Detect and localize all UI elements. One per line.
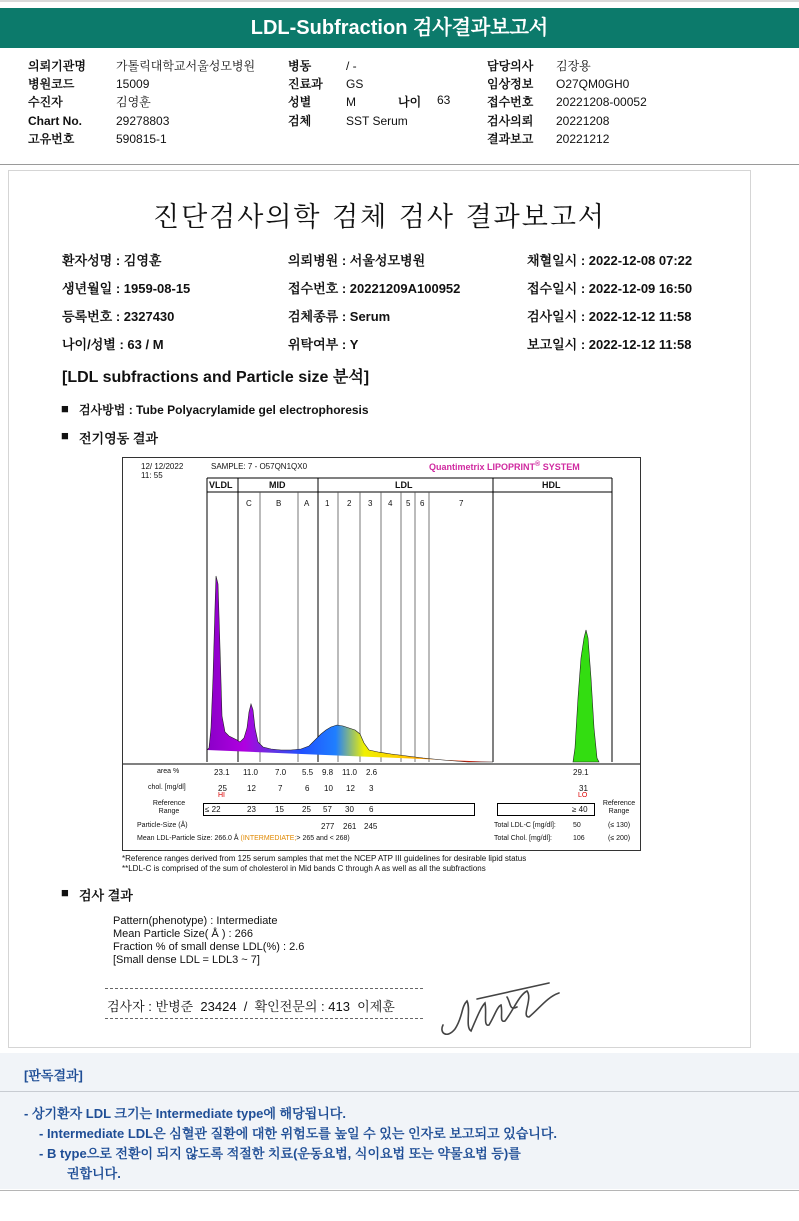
electro-title: 전기영동 결과 [79, 431, 158, 446]
header-value: 15009 [116, 77, 150, 92]
info-collection-time: 채혈일시 : 2022-12-08 07:22 [527, 253, 693, 268]
result-line: Mean Particle Size( Å ) : 266 [113, 928, 254, 940]
report-title: 진단검사의학 검체 검사 결과보고서 [153, 202, 606, 233]
brand-name: Quantimetrix LIPOPRINT [429, 462, 536, 472]
area-row-label: area % [157, 768, 180, 775]
header-col2-labels [288, 57, 323, 130]
ref-label-line: Reference [602, 800, 636, 807]
footnote: **LDL-C is comprised of the sum of cholesterol in Mid bands C through A as well as all the subfractions [122, 864, 486, 873]
ref-value: 6 [369, 805, 374, 814]
result-title: 검사 결과 [79, 888, 133, 903]
signature-top-line [105, 988, 423, 989]
bottom-border [0, 1190, 799, 1191]
interpretation-line: - B type으로 전환이 되지 않도록 적절한 치료(운동요법, 식이요법 또는 약물요법 등)를 [39, 1146, 521, 1161]
interpretation-area [0, 1053, 799, 1189]
area-value: 7.0 [275, 768, 287, 777]
result-line: Pattern(phenotype) : Intermediate [113, 915, 278, 927]
footnote: *Reference ranges derived from 125 serum samples that met the NCEP ATP III guidelines for desirable lipid status [122, 854, 527, 863]
ref-value: 57 [323, 805, 332, 814]
chart-time: 11: 55 [141, 471, 163, 480]
ref-label-line: Range [608, 808, 630, 815]
area-value: 5.5 [302, 768, 314, 777]
particle-label: Particle-Size (Å) [137, 822, 188, 829]
chol-value: 10 [324, 784, 333, 793]
header-label: 고유번호 [28, 131, 75, 146]
chart-datetime [141, 462, 183, 480]
header-label: 병원코드 [28, 77, 75, 92]
info-specimen: 검체종류 : Serum [288, 309, 391, 324]
header-label: 검체 [288, 113, 312, 128]
area-value: 2.6 [366, 768, 378, 777]
particle-value: 245 [364, 822, 378, 831]
band-label-4: 4 [388, 499, 393, 508]
header-value: 20221212 [556, 131, 610, 146]
lo-flag: LO [578, 792, 588, 799]
ref-value: 15 [275, 805, 284, 814]
mean-value: 266.0 Å [214, 835, 239, 842]
electro-bullet: ■ [61, 428, 69, 443]
chart-sample: SAMPLE: 7 - O57QN1QX0 [211, 462, 308, 471]
header-col3-labels [487, 57, 533, 148]
ref-row-label [149, 800, 189, 816]
header-value: O27QM0GH0 [556, 77, 630, 92]
section-title: [LDL subfractions and Particle size 분석] [62, 369, 370, 386]
total-chol-label: Total Chol. [mg/dl]: [494, 835, 552, 842]
header-label: 결과보고 [487, 131, 534, 146]
total-chol-value: 106 [573, 835, 585, 842]
band-label-a: A [304, 499, 310, 508]
chart-brand [429, 461, 580, 472]
chart-date: 12/ 12/2022 [141, 462, 184, 471]
hi-flag: HI [218, 792, 225, 799]
report-panel [8, 170, 751, 1048]
chol-value: 12 [346, 784, 355, 793]
header-divider [0, 164, 799, 165]
signature-bottom-line [105, 1018, 423, 1019]
band-dividers [260, 492, 429, 762]
header-col1-values [116, 57, 255, 148]
band-label-3: 3 [368, 499, 373, 508]
header-label: 성별 [288, 95, 312, 110]
page-title: LDL-Subfraction 검사결과보고서 [0, 8, 799, 48]
ref-box-ldl [203, 803, 475, 816]
header-value: 김영훈 [116, 95, 151, 110]
band-label-b: B [276, 499, 282, 508]
ref-value: 25 [302, 805, 311, 814]
info-receipt-number: 접수번호 : 20221209A100952 [288, 281, 461, 296]
signature-text: 검사자 : 반병준 23424 / 확인전문의 : 413 이제훈 [107, 999, 395, 1014]
ref-value-hdl: ≥ 40 [572, 805, 588, 814]
header-value: 29278803 [116, 113, 170, 128]
group-label-hdl: HDL [542, 480, 561, 490]
band-label-6: 6 [420, 499, 425, 508]
header-label: 임상정보 [487, 77, 534, 92]
result-line: [Small dense LDL = LDL3 ~ 7] [113, 954, 260, 966]
info-hospital: 의뢰병원 : 서울성모병원 [288, 253, 426, 268]
band-label-7: 7 [459, 499, 464, 508]
mean-label: Mean LDL-Particle Size: [137, 835, 213, 842]
header-age-label: 나이 [398, 95, 422, 109]
mean-tail: > 265 and < 268) [296, 835, 350, 842]
result-line: Fraction % of small dense LDL(%) : 2.6 [113, 941, 305, 953]
total-ldl-ref: (≤ 130) [608, 822, 631, 829]
header-col3-values [556, 57, 647, 148]
header-value: 가톨릭대학교서울성모병원 [116, 59, 256, 73]
interpretation-head: [판독결과] [24, 1068, 83, 1083]
particle-value: 261 [343, 822, 357, 831]
band-label-1: 1 [325, 499, 330, 508]
chol-value: 12 [247, 784, 256, 793]
ref-label-line: Range [158, 808, 180, 815]
header-value: M [346, 95, 356, 110]
particle-value: 277 [321, 822, 335, 831]
electrophoresis-chart [122, 457, 641, 851]
ref-label-line: Reference [152, 800, 186, 807]
band-label-5: 5 [406, 499, 411, 508]
group-label-mid: MID [269, 480, 286, 490]
header-label: 수진자 [28, 95, 63, 110]
info-test-time: 검사일시 : 2022-12-12 11:58 [527, 309, 692, 324]
info-consignment: 위탁여부 : Y [288, 337, 359, 352]
method-bullet: ■ [61, 401, 69, 416]
info-age-sex: 나이/성별 : 63 / M [62, 337, 164, 352]
ldl-curve [207, 576, 493, 762]
chol-value-hdl: 31 [579, 784, 588, 793]
area-value: 9.8 [322, 768, 334, 777]
header-col1-labels [28, 57, 86, 148]
brand-tail: SYSTEM [540, 462, 580, 472]
info-receipt-time: 접수일시 : 2022-12-09 16:50 [527, 281, 693, 296]
header-value: / - [346, 59, 357, 73]
interpretation-line: 권합니다. [67, 1166, 121, 1181]
chart-footnotes [122, 854, 526, 874]
mean-class: (INTERMEDIATE; [240, 835, 297, 842]
info-birth-date: 생년월일 : 1959-08-15 [62, 281, 191, 296]
chol-value: 6 [305, 784, 310, 793]
interpretation-line: - Intermediate LDL은 심혈관 질환에 대한 위험도를 높일 수 있는 인자로 보고되고 있습니다. [39, 1126, 558, 1141]
group-label-vldl: VLDL [209, 480, 233, 490]
header-label: 병동 [288, 59, 312, 73]
group-label-ldl: LDL [395, 480, 413, 490]
header-label: 진료과 [288, 77, 323, 92]
area-value: 23.1 [214, 768, 230, 777]
result-bullet: ■ [61, 885, 69, 900]
header-value: GS [346, 77, 364, 92]
ref-value: ≤ 22 [205, 805, 221, 814]
chol-row-label: chol. [mg/dl] [148, 784, 186, 791]
header-label: 의뢰기관명 [28, 59, 86, 73]
header-value: SST Serum [346, 113, 408, 128]
total-ldl-value: 50 [573, 822, 581, 829]
chol-value: 7 [278, 784, 283, 793]
header-value: 590815-1 [116, 131, 167, 146]
hdl-peak [573, 630, 599, 762]
info-registration: 등록번호 : 2327430 [62, 309, 175, 324]
brand-reg: ® [535, 461, 541, 468]
band-label-c: C [246, 499, 252, 508]
area-value-hdl: 29.1 [573, 768, 589, 777]
chart-svg [123, 458, 640, 850]
info-report-time: 보고일시 : 2022-12-12 11:58 [527, 337, 692, 352]
ref-value: 23 [247, 805, 256, 814]
header-info [0, 0, 799, 160]
total-chol-ref: (≤ 200) [608, 835, 631, 842]
interpretation-line: - 상기환자 LDL 크기는 Intermediate type에 해당됩니다. [24, 1106, 346, 1121]
header-label: 접수번호 [487, 95, 534, 110]
band-label-2: 2 [347, 499, 352, 508]
chol-value: 3 [369, 784, 374, 793]
interpretation-divider [0, 1091, 799, 1092]
ref-row-label-right [599, 800, 639, 816]
signature-mark [437, 977, 567, 1043]
ref-value: 30 [345, 805, 354, 814]
header-value: 김장용 [556, 59, 591, 73]
header-value: 20221208-00052 [556, 95, 647, 110]
header-age-value: 63 [437, 93, 451, 107]
mean-particle-line [137, 835, 350, 842]
info-patient-name: 환자성명 : 김영훈 [62, 253, 162, 268]
area-value: 11.0 [342, 768, 357, 777]
method-text: 검사방법 : Tube Polyacrylamide gel electrophoresis [79, 403, 369, 417]
chol-value: 25 [218, 784, 227, 793]
header-label: 담당의사 [487, 59, 534, 73]
result-block [113, 915, 304, 967]
area-value: 11.0 [243, 768, 258, 777]
header-value: 20221208 [556, 113, 610, 128]
header-label: Chart No. [28, 113, 82, 128]
header-label: 검사의뢰 [487, 113, 534, 128]
total-ldl-label: Total LDL-C [mg/dl]: [494, 822, 556, 829]
